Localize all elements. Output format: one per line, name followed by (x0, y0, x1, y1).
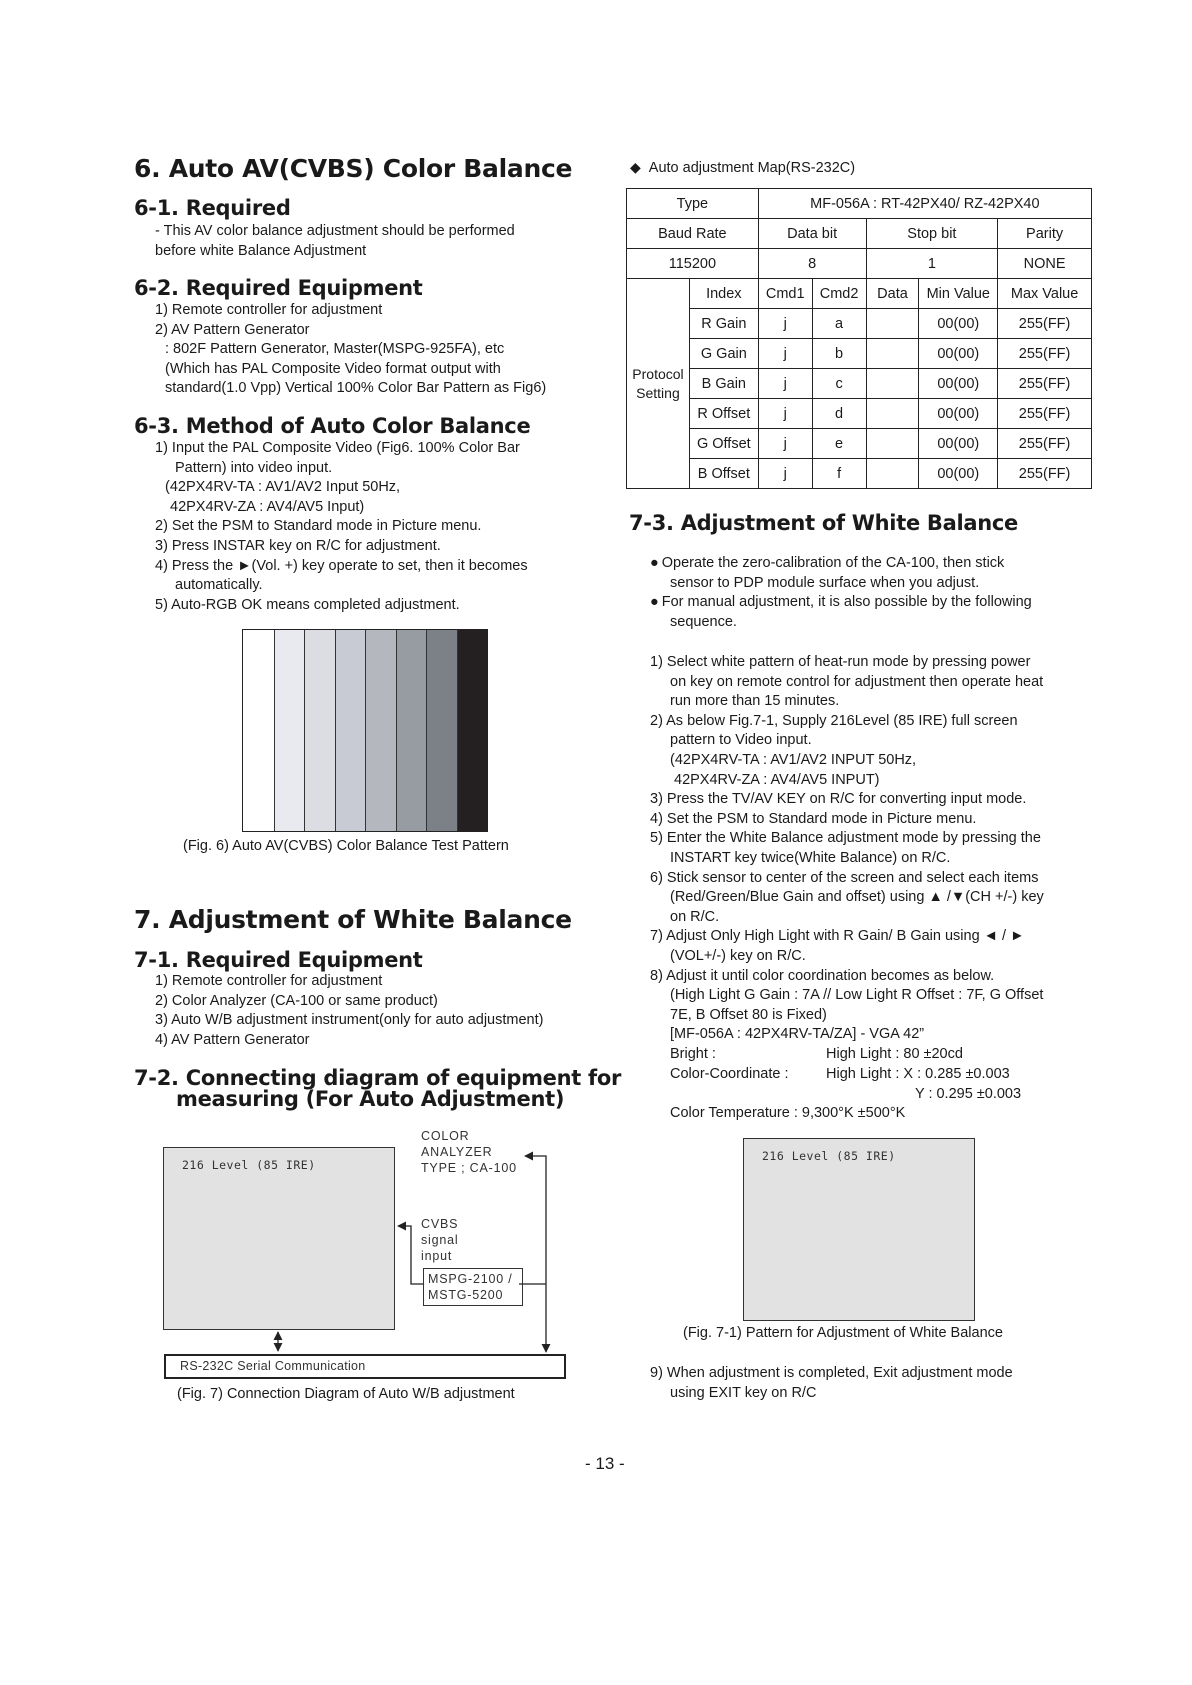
text-line: 1) Select white pattern of heat-run mode by pressing power (650, 654, 1031, 670)
text-line: 2) Color Analyzer (CA-100 or same product) (155, 992, 438, 1009)
text-line: on key on remote control for adjustment then operate heat (670, 673, 1044, 690)
bright-label: Bright : (670, 1046, 716, 1062)
table-row (627, 459, 1092, 489)
table-cell: j (758, 399, 812, 429)
table-cell: 00(00) (919, 399, 998, 429)
text-line: 8) Adjust it until color coordination becomes as below. (650, 967, 995, 984)
table-cell: 255(FF) (998, 309, 1092, 339)
section-7-2-title-cont: measuring (For Auto Adjustment) (176, 1087, 565, 1111)
text-line: sequence. (670, 613, 737, 630)
table-cell: e (812, 429, 866, 459)
table-cell: B Offset (689, 459, 758, 489)
table-row (627, 189, 1092, 219)
table-cell: G Offset (689, 429, 758, 459)
table-cell (866, 429, 919, 459)
text-line: 9) When adjustment is completed, Exit adjustment mode (650, 1365, 1013, 1381)
text-line: 3) Press INSTAR key on R/C for adjustment. (155, 537, 441, 554)
table-cell: j (758, 429, 812, 459)
text-line: TYPE ; CA-100 (421, 1161, 517, 1175)
text-line: 1) Input the PAL Composite Video (Fig6. 100% Color Bar (155, 440, 520, 456)
text-line: (42PX4RV-TA : AV1/AV2 Input 50Hz, (165, 479, 401, 496)
section-6-2-title: 6-2. Required Equipment (134, 276, 423, 300)
text-line: COLOR (421, 1129, 470, 1143)
text-line: [MF-056A : 42PX4RV-TA/ZA] - VGA 42” (670, 1026, 925, 1043)
section-7-title: 7. Adjustment of White Balance (134, 905, 572, 934)
table-row (627, 399, 1092, 429)
bright-value: High Light : 80 ±20cd (826, 1046, 963, 1062)
text-line: on R/C. (670, 908, 720, 925)
text-line: 4) Press the ►(Vol. +) key operate to set, then it becomes (155, 557, 528, 574)
text-line: MSTG-5200 (428, 1288, 504, 1302)
text-line: pattern to Video input. (670, 732, 812, 749)
table-row (627, 249, 1092, 279)
table-header-cell: Data (866, 279, 919, 309)
text-line: automatically. (175, 577, 263, 594)
table-row (627, 429, 1092, 459)
rs232c-map-table (626, 188, 1092, 489)
table-header-cell: Index (689, 279, 758, 309)
section-7-3-title: 7-3. Adjustment of White Balance (629, 511, 1018, 535)
text-line: Setting (636, 384, 680, 401)
text-line: 3) Auto W/B adjustment instrument(only for auto adjustment) (155, 1012, 544, 1029)
text-line: (High Light G Gain : 7A // Low Light R Offset : 7F, G Offset (670, 987, 1044, 1004)
table-cell: 255(FF) (998, 399, 1092, 429)
table-cell: R Offset (689, 399, 758, 429)
table-cell (866, 309, 919, 339)
table-cell: 00(00) (919, 429, 998, 459)
text-line: run more than 15 minutes. (670, 693, 840, 710)
section-6-title: 6. Auto AV(CVBS) Color Balance (134, 154, 573, 183)
text-line: 1) Remote controller for adjustment (155, 302, 383, 318)
table-cell: Parity (998, 219, 1092, 249)
text-line: 42PX4RV-ZA : AV4/AV5 Input) (170, 498, 365, 515)
text-line: 5) Auto-RGB OK means completed adjustment. (155, 596, 460, 613)
map-title (630, 158, 855, 179)
text-line: (42PX4RV-TA : AV1/AV2 INPUT 50Hz, (670, 751, 917, 768)
table-row (627, 369, 1092, 399)
table-cell: b (812, 339, 866, 369)
text-line: 6) Stick sensor to center of the screen and select each items (650, 869, 1039, 886)
text-line: 3) Press the TV/AV KEY on R/C for converting input mode. (650, 791, 1027, 808)
fig7-serial-label: RS-232C Serial Communication (180, 1359, 366, 1373)
text-line: 42PX4RV-ZA : AV4/AV5 INPUT) (674, 771, 880, 788)
table-cell: j (758, 459, 812, 489)
table-header-cell: Max Value (998, 279, 1092, 309)
color-temperature: Color Temperature : 9,300°K ±500°K (670, 1105, 906, 1121)
text-line: signal (421, 1233, 459, 1247)
bullet-item (650, 554, 1032, 574)
text-line: 2) AV Pattern Generator (155, 321, 310, 338)
text-line: 2) Set the PSM to Standard mode in Picture menu. (155, 518, 482, 535)
table-cell: 1 (866, 249, 998, 279)
protocol-setting-cell (627, 279, 690, 489)
table-cell: a (812, 309, 866, 339)
section-6-3-title: 6-3. Method of Auto Color Balance (134, 414, 531, 438)
table-cell: 255(FF) (998, 459, 1092, 489)
text-line: 5) Enter the White Balance adjustment mode by pressing the (650, 830, 1041, 847)
section-6-1-title: 6-1. Required (134, 196, 291, 220)
text-line: ANALYZER (421, 1145, 493, 1159)
table-header-cell: Cmd1 (758, 279, 812, 309)
text-line: 7) Adjust Only High Light with R Gain/ B Gain using ◄ / ► (650, 928, 1025, 945)
analyzer-connector (525, 1156, 546, 1352)
text-line: 4) AV Pattern Generator (155, 1031, 310, 1048)
table-row (627, 339, 1092, 369)
fig7-1-screen-label: 216 Level (85 IRE) (762, 1149, 896, 1163)
table-cell: f (812, 459, 866, 489)
text-line: (Which has PAL Composite Video format output with (165, 360, 501, 377)
text-line: 7E, B Offset 80 is Fixed) (670, 1006, 827, 1023)
table-cell: 00(00) (919, 459, 998, 489)
table-cell (866, 399, 919, 429)
fig7-1-caption: (Fig. 7-1) Pattern for Adjustment of White Balance (683, 1325, 1003, 1341)
text-line: 1) Remote controller for adjustment (155, 973, 383, 989)
table-cell: j (758, 369, 812, 399)
table-header-cell: Cmd2 (812, 279, 866, 309)
table-cell: c (812, 369, 866, 399)
bullet-icon: ● (650, 594, 659, 611)
fig7-caption: (Fig. 7) Connection Diagram of Auto W/B adjustment (177, 1386, 515, 1402)
table-cell: Stop bit (866, 219, 998, 249)
diamond-icon: ◆ (630, 159, 641, 175)
table-cell: 00(00) (919, 369, 998, 399)
text-line: Pattern) into video input. (175, 459, 333, 476)
page-number: - 13 - (585, 1454, 625, 1473)
text-line: using EXIT key on R/C (670, 1384, 817, 1401)
coordinate-y: Y : 0.295 ±0.003 (915, 1086, 1022, 1102)
table-cell: Data bit (758, 219, 866, 249)
text-line: (Red/Green/Blue Gain and offset) using ▲ /▼(CH +/-) key (670, 889, 1044, 906)
table-cell: 255(FF) (998, 369, 1092, 399)
step-9 (650, 1364, 1013, 1403)
fig7-1-screen (743, 1138, 975, 1321)
section-7-3-bullets (650, 554, 1032, 632)
table-cell: 255(FF) (998, 429, 1092, 459)
text-line: 4) Set the PSM to Standard mode in Picture menu. (650, 810, 977, 827)
table-cell: R Gain (689, 309, 758, 339)
text-line: CVBS (421, 1217, 459, 1231)
map-title-text: Auto adjustment Map(RS-232C) (648, 160, 856, 176)
table-cell: 8 (758, 249, 866, 279)
text-line: - This AV color balance adjustment should be performed (155, 223, 515, 239)
text-line: For manual adjustment, it is also possible by the following (661, 594, 1032, 611)
text-line: sensor to PDP module surface when you adjust. (670, 574, 980, 591)
text-line: before white Balance Adjustment (155, 242, 367, 259)
table-cell: j (758, 309, 812, 339)
fig6-caption: (Fig. 6) Auto AV(CVBS) Color Balance Test Pattern (183, 838, 509, 854)
text-line: : 802F Pattern Generator, Master(MSPG-925FA), etc (165, 341, 505, 358)
table-cell: Type (627, 189, 759, 219)
section-7-1-title: 7-1. Required Equipment (134, 948, 423, 972)
table-cell (866, 459, 919, 489)
table-cell: j (758, 339, 812, 369)
table-cell: NONE (998, 249, 1092, 279)
bullet-item (650, 593, 1032, 613)
text-line: INSTART key twice(White Balance) on R/C. (670, 849, 951, 866)
text-line: MSPG-2100 / (428, 1272, 513, 1286)
table-cell: 115200 (627, 249, 759, 279)
text-line: standard(1.0 Vpp) Vertical 100% Color Bar Pattern as Fig6) (165, 380, 547, 397)
table-cell: 255(FF) (998, 339, 1092, 369)
text-line: input (421, 1249, 453, 1263)
coordinate-x: High Light : X : 0.285 ±0.003 (826, 1066, 1010, 1082)
text-line: 2) As below Fig.7-1, Supply 216Level (85 IRE) full screen (650, 712, 1018, 729)
text-line: (VOL+/-) key on R/C. (670, 947, 806, 964)
section-7-3-steps (650, 653, 1044, 1045)
text-line: Protocol (632, 365, 684, 382)
table-cell: Baud Rate (627, 219, 759, 249)
table-cell: 00(00) (919, 339, 998, 369)
table-cell (866, 339, 919, 369)
table-cell (866, 369, 919, 399)
bullet-icon: ● (650, 555, 659, 571)
table-row (627, 309, 1092, 339)
section-7-2-title: 7-2. Connecting diagram of equipment for (134, 1066, 622, 1090)
table-row (627, 279, 1092, 309)
coordinate-label: Color-Coordinate : (670, 1066, 789, 1082)
table-cell: d (812, 399, 866, 429)
table-cell: 00(00) (919, 309, 998, 339)
table-header-cell: Min Value (919, 279, 998, 309)
fig7-screen-label: 216 Level (85 IRE) (182, 1158, 316, 1172)
text-line: Operate the zero-calibration of the CA-100, then stick (661, 555, 1005, 571)
table-cell: G Gain (689, 339, 758, 369)
table-cell: B Gain (689, 369, 758, 399)
cvbs-connector (398, 1226, 423, 1284)
table-row (627, 219, 1092, 249)
table-cell: MF-056A : RT-42PX40/ RZ-42PX40 (758, 189, 1091, 219)
